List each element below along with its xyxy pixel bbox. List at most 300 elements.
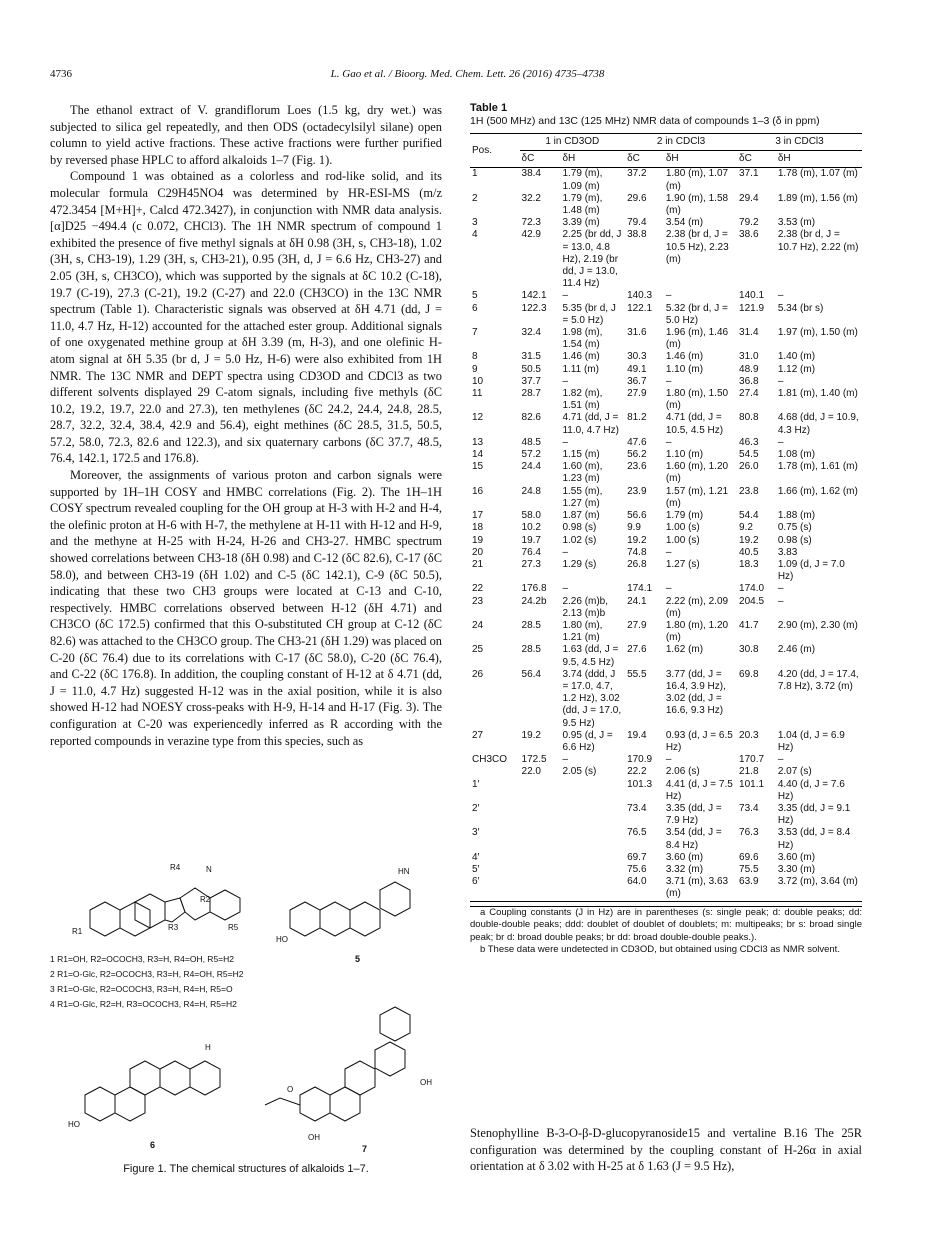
table-cell: 82.6: [521, 412, 541, 424]
table-cell: 0.93 (d, J = 6.5 Hz): [665, 729, 733, 753]
table-cell: –: [777, 375, 784, 387]
footnote-b: b These data were undetected in CD3OD, but obtained using CDCl3 as NMR solvent.: [480, 944, 840, 956]
table-cell: 4′: [472, 851, 480, 863]
table-cell: 49.1: [627, 363, 647, 375]
table-cell: 1.81 (m), 1.40 (m): [777, 388, 858, 400]
table-cell: 9: [472, 363, 478, 375]
table-cell: 4.71 (dd, J = 10.5, 4.5 Hz): [665, 412, 724, 436]
table-cell: 9.2: [739, 522, 753, 534]
table-row: [470, 510, 862, 522]
sub-header: δC: [521, 153, 535, 165]
table-cell: 1.89 (m), 1.56 (m): [777, 192, 858, 204]
table-cell: 1.08 (m): [777, 449, 816, 461]
c7-o-label: O: [287, 1085, 294, 1094]
table-cell: 18: [472, 522, 484, 534]
table-cell: 3.53 (dd, J = 8.4 Hz): [777, 827, 851, 851]
table-cell: 28.5: [521, 619, 541, 631]
table-cell: 41.7: [739, 619, 759, 631]
table-cell: 63.9: [739, 876, 759, 888]
table-cell: 27.9: [627, 388, 647, 400]
figure-caption: Figure 1. The chemical structures of alkaloids 1–7.: [123, 1163, 369, 1175]
table-footnotes: [470, 906, 862, 957]
sub-header: δH: [562, 153, 576, 165]
table-cell: 2.38 (br d, J = 10.7 Hz), 2.22 (m): [777, 229, 859, 253]
table-cell: 76.3: [739, 827, 759, 839]
r3-label: R3: [168, 923, 179, 932]
table-cell: [520, 779, 561, 803]
table-row: [470, 327, 862, 351]
table-cell: 3.35 (dd, J = 9.1 Hz): [777, 802, 851, 827]
table-cell: 36.7: [627, 375, 647, 387]
table-cell: 1.80 (m), 1.20 (m): [665, 619, 729, 644]
c6-ho-label: HO: [68, 1120, 80, 1129]
table-cell: 10.2: [521, 522, 541, 534]
table-cell: [560, 827, 625, 851]
table-cell: 31.0: [739, 351, 759, 363]
table-cell: 4.40 (d, J = 7.6 Hz): [777, 778, 845, 802]
group-header-3: 3 in CDCl3: [737, 134, 862, 151]
table-cell: 64.0: [627, 876, 647, 888]
table-cell: 1.90 (m), 1.58 (m): [665, 192, 729, 217]
table-cell: –: [562, 754, 569, 766]
table-cell: 3.30 (m): [777, 863, 816, 875]
table-row: [470, 669, 862, 730]
table-row: [470, 803, 862, 827]
structure-7: [265, 1007, 432, 1154]
table-cell: 29.4: [739, 192, 759, 204]
table-cell: 26.8: [627, 558, 647, 570]
table-cell: 3.60 (m): [665, 851, 704, 863]
table-cell: –: [777, 290, 784, 302]
table-cell: 73.4: [739, 802, 759, 814]
table-cell: 36.8: [739, 375, 759, 387]
table-cell: 47.6: [627, 436, 647, 448]
table-cell: 1.79 (m), 1.09 (m): [562, 168, 603, 192]
table-cell: 23.6: [627, 461, 647, 473]
table-cell: 19.2: [739, 534, 759, 546]
table-cell: [560, 876, 625, 901]
table-cell: 1.00 (s): [665, 522, 700, 534]
table-cell: 19.7: [521, 534, 541, 546]
nmr-table-body: [470, 168, 862, 901]
table-cell: 1.80 (m), 1.07 (m): [665, 168, 729, 192]
table-cell: 5.32 (br d, J = 5.0 Hz): [665, 302, 728, 326]
main-text-column: [50, 102, 442, 749]
table-cell: [520, 876, 561, 901]
table-cell: 122.3: [521, 302, 547, 314]
table-cell: 9.9: [627, 522, 641, 534]
table-cell: 75.5: [739, 863, 759, 875]
table-cell: 3.39 (m): [562, 217, 600, 229]
table-cell: 1.46 (m): [562, 351, 600, 363]
table-cell: 4.20 (dd, J = 17.4, 7.8 Hz), 3.72 (m): [777, 668, 859, 692]
table-cell: 72.3: [521, 217, 541, 229]
table-cell: –: [777, 754, 784, 766]
table-cell: –: [777, 583, 784, 595]
table-cell: 4.68 (dd, J = 10.9, 4.3 Hz): [777, 412, 859, 436]
table-cell: 3.53 (m): [777, 217, 816, 229]
table-cell: 26.0: [739, 461, 759, 473]
table-row: [470, 449, 862, 461]
table-cell: 5: [472, 290, 478, 302]
table-row: [470, 827, 862, 851]
c5-hn-label: HN: [398, 867, 410, 876]
table-cell: 1.12 (m): [777, 363, 816, 375]
table-cell: 1.10 (m): [665, 363, 704, 375]
table-row: [470, 547, 862, 559]
table-cell: 3.54 (m): [665, 217, 704, 229]
table-cell: –: [777, 595, 784, 607]
table-cell: 0.98 (s): [562, 522, 597, 534]
table-cell: –: [665, 546, 672, 558]
r2-label: R2: [200, 895, 211, 904]
compound-7-number: 7: [362, 1144, 368, 1154]
table-cell: 58.0: [521, 510, 541, 522]
table-cell: 5′: [472, 863, 480, 875]
sub-header: δC: [739, 153, 752, 165]
table-cell: 0.98 (s): [777, 534, 812, 546]
table-cell: 1.80 (m), 1.21 (m): [562, 619, 603, 644]
c7-oh2-label: OH: [420, 1078, 432, 1087]
table-cell: 176.8: [521, 583, 547, 595]
table-cell: 172.5: [521, 754, 547, 766]
table-cell: 1.29 (s): [562, 558, 597, 570]
table-cell: 1.78 (m), 1.61 (m): [777, 461, 858, 473]
table-cell: 1.82 (m), 1.51 (m): [562, 388, 603, 412]
table-cell: 3.72 (m), 3.64 (m): [777, 876, 858, 888]
table-cell: 140.3: [627, 290, 653, 302]
table-row: [470, 461, 862, 485]
table-cell: 7: [472, 327, 478, 339]
table-cell: [520, 803, 561, 827]
table-cell: 31.5: [521, 351, 541, 363]
page-header: [50, 68, 885, 84]
table-cell: 2.90 (m), 2.30 (m): [777, 619, 858, 631]
table-cell: 37.2: [627, 168, 647, 180]
paragraph-1: The ethanol extract of V. grandiflorum Loes (1.5 kg, dry wet.) was subjected to silica gel repeatedly, and then ODS (octadecylsilyl silane) open column to yield active fractions. These active fractions were further purified by reversed phase HPLC to afford alkaloids 1–7 (Fig. 1).: [50, 103, 442, 167]
table-cell: 22.0: [521, 766, 541, 778]
table-cell: 3: [472, 217, 478, 229]
table-cell: 2.25 (br dd, J = 13.0, 4.8 Hz), 2.19 (br dd, J = 13.0, 11.4 Hz): [562, 229, 622, 290]
structure-5: [276, 867, 410, 964]
table-cell: [560, 803, 625, 827]
c5-ho-label: HO: [276, 935, 288, 944]
table-cell: 15: [472, 461, 484, 473]
table-cell: 10: [472, 375, 484, 387]
sub-header: δH: [665, 153, 679, 165]
table-cell: 26: [472, 668, 484, 680]
table-cell: 1.88 (m): [777, 510, 816, 522]
table-cell: 56.4: [521, 668, 541, 680]
table-cell: 56.6: [627, 510, 647, 522]
structure-6: [68, 1043, 220, 1150]
table-cell: 24.2b: [521, 595, 547, 607]
table-cell: 1.57 (m), 1.21 (m): [665, 485, 729, 509]
journal-citation: L. Gao et al. / Bioorg. Med. Chem. Lett. 26 (2016) 4735–4738: [330, 68, 605, 80]
table-row: [470, 596, 862, 620]
table-cell: 3.60 (m): [777, 851, 816, 863]
table-row: [470, 583, 862, 595]
table-row: [470, 364, 862, 376]
compound-4-legend: 4 R1=O-Glc, R2=H, R3=OCOCH3, R4=H, R5=H2: [50, 999, 237, 1009]
table-cell: 174.1: [627, 583, 653, 595]
table-cell: 27.4: [739, 388, 759, 400]
table-cell: 27: [472, 729, 484, 741]
structure-1-4: [72, 863, 240, 936]
table-cell: 0.95 (d, J = 6.6 Hz): [562, 729, 613, 753]
figure-1-structures: [50, 850, 442, 1180]
table-cell: –: [665, 436, 672, 448]
table-cell: [470, 766, 520, 778]
table-cell: 1.60 (m), 1.23 (m): [562, 461, 603, 485]
table-cell: 3.71 (m), 3.63 (m): [665, 876, 729, 900]
table-cell: 24.1: [627, 595, 647, 607]
table-cell: 37.7: [521, 375, 541, 387]
table-cell: 40.5: [739, 546, 759, 558]
r5-label: R5: [228, 923, 239, 932]
table-cell: 76.4: [521, 546, 541, 558]
table-cell: 2.06 (s): [665, 766, 700, 778]
compound-1-legend: 1 R1=OH, R2=OCOCH3, R3=H, R4=OH, R5=H2: [50, 954, 234, 964]
table-cell: 20.3: [739, 729, 759, 741]
group-header-2: 2 in CDCl3: [625, 134, 737, 151]
table-row: [470, 864, 862, 876]
table-row: [470, 559, 862, 583]
table-cell: [520, 852, 561, 864]
table-cell: 2.46 (m): [777, 644, 816, 656]
table-cell: 80.8: [739, 412, 759, 424]
table-cell: 3.77 (dd, J = 16.4, 3.9 Hz), 3.02 (dd, J = 16.6, 9.3 Hz): [665, 668, 726, 717]
table-cell: 16: [472, 485, 484, 497]
table-row: [470, 388, 862, 412]
table-row: [470, 290, 862, 302]
table-cell: 22.2: [627, 766, 647, 778]
table-cell: 1.09 (d, J = 7.0 Hz): [777, 558, 845, 583]
table-row: [470, 876, 862, 901]
table-cell: –: [777, 436, 784, 448]
sub-header: δH: [777, 153, 791, 165]
table-cell: 4.41 (d, J = 7.5 Hz): [665, 778, 733, 802]
table-cell: 4.71 (dd, J = 11.0, 4.7 Hz): [562, 412, 619, 436]
table-cell: 6′: [472, 876, 480, 888]
table-cell: 69.6: [739, 851, 759, 863]
table-cell: 13: [472, 436, 484, 448]
table-cell: 30.8: [739, 644, 759, 656]
table-cell: 31.4: [739, 327, 759, 339]
table-cell: 24: [472, 619, 484, 631]
table-row: [470, 522, 862, 534]
right-column-text: Stenophylline B-3-O-β-D-glucopyranoside15 and vertaline B.16 The 25R configuration was determined by the coupling constant of H-26α in axial orientation at δ 3.02 with H-25 at δ 1.63 (J = 9.5 Hz),: [470, 1126, 862, 1174]
table-cell: 56.2: [627, 449, 647, 461]
table-cell: 2.26 (m)b, 2.13 (m)b: [562, 595, 609, 619]
n-label: N: [206, 865, 212, 874]
table-row: [470, 351, 862, 363]
table-row: [470, 779, 862, 803]
table-cell: 1.00 (s): [665, 534, 700, 546]
table-row: [470, 730, 862, 754]
table-cell: 1.98 (m), 1.54 (m): [562, 327, 603, 351]
table-row: [470, 437, 862, 449]
table-cell: 24.4: [521, 461, 541, 473]
table-row: [470, 376, 862, 388]
table-cell: 79.4: [627, 217, 647, 229]
table-cell: 21: [472, 558, 484, 570]
table-cell: 38.8: [627, 229, 647, 241]
table-column: [470, 102, 862, 957]
table-cell: 1.97 (m), 1.50 (m): [777, 327, 858, 339]
sub-header: δC: [627, 153, 640, 165]
table-cell: 170.7: [739, 754, 765, 766]
table-cell: –: [665, 754, 672, 766]
nmr-table: [470, 133, 862, 902]
table-cell: 19.4: [627, 729, 647, 741]
paragraph-3: Moreover, the assignments of various proton and carbon signals were supported by 1H–1H COSY and HMBC correlations (Fig. 2). The 1H–1H COSY spectrum revealed coupling for the OH group at H-3 with H-2 and H-4, the olefinic proton at H-6 with H-7, the methylene at H-11 with H-12 and H-9, and the methyne at H-25 with H-24, H-26 and CH3-27. HMBC spectrum showed correlations between CH3-18 (δH 0.98) and C-12 (δC 82.6), C-17 (δC 58.0), and between CH3-19 (δH 1.02) and C-5 (δC 142.1), C-9 (δC 50.5), indicating that these two CH3 groups were located at C-13 and C-10, respectively. HMBC correlations observed between H-12 (δH 4.71) and CH3CO (δC 172.5) confirmed that this O-substituted CH group at C-12 (δC 82.6) was attached to the CH3CO group. The CH3-21 (δH 1.29) was placed on C-20 (δC 76.4) due to its correlations with C-17 (δC 58.0), C-20 (δC 76.4), and C-22 (δC 176.8). In addition, the coupling constant of H-12 at δ 4.71 (dd, J = 11.0, 4.7 Hz) suggested H-12 was in the axial position, while it is also showed H-12 had NOESY cross-peaks with H-9, H-14 and H-17 (Fig. 3). The configuration at C-20 was experiencedly inferred as R according with the reported compounds in verazine type from this species, such as: [50, 468, 442, 748]
table-cell: 0.75 (s): [777, 522, 812, 534]
table-cell: 14: [472, 449, 484, 461]
table-cell: –: [665, 290, 672, 302]
table-row: [470, 193, 862, 217]
table-cell: 1.11 (m): [562, 363, 599, 375]
table-cell: 48.9: [739, 363, 759, 375]
table-cell: 2.05 (s): [562, 766, 597, 778]
table-cell: 1.46 (m): [665, 351, 704, 363]
table-cell: 18.3: [739, 558, 759, 570]
table-cell: 22: [472, 583, 484, 595]
table-cell: 23.8: [739, 485, 759, 497]
table-cell: 101.1: [739, 778, 765, 790]
table-cell: 1.15 (m): [562, 449, 600, 461]
compound-3-legend: 3 R1=O-Glc, R2=OCOCH3, R3=H, R4=H, R5=O: [50, 984, 233, 994]
table-row: [470, 412, 862, 436]
table-cell: 27.3: [521, 558, 541, 570]
table-cell: –: [665, 375, 672, 387]
table-cell: 3.74 (ddd, J = 17.0, 4.7, 1.2 Hz), 3.02 (dd, J = 17.0, 9.5 Hz): [562, 668, 622, 729]
table-cell: 1.55 (m), 1.27 (m): [562, 485, 603, 509]
compound-5-number: 5: [355, 954, 361, 964]
table-cell: 1.96 (m), 1.46 (m): [665, 327, 729, 351]
table-cell: –: [562, 436, 569, 448]
table-cell: 122.1: [627, 302, 653, 314]
table-cell: 69.7: [627, 851, 647, 863]
chemical-structures-drawing: [50, 850, 442, 1160]
table-cell: 1.87 (m): [562, 510, 600, 522]
table-cell: 1.27 (s): [665, 558, 700, 570]
table-cell: 31.6: [627, 327, 647, 339]
table-cell: 54.4: [739, 510, 759, 522]
table-cell: 8: [472, 351, 478, 363]
c6-h-label: H: [205, 1043, 211, 1052]
table-cell: 3.32 (m): [665, 863, 704, 875]
c7-oh-label: OH: [308, 1133, 320, 1142]
r1-label: R1: [72, 927, 83, 936]
table-cell: [560, 864, 625, 876]
table-cell: 21.8: [739, 766, 759, 778]
table-cell: 24.8: [521, 485, 541, 497]
table-cell: 42.9: [521, 229, 541, 241]
table-cell: 6: [472, 302, 478, 314]
table-cell: 2.22 (m), 2.09 (m): [665, 595, 729, 619]
table-cell: –: [562, 290, 569, 302]
table-row: [470, 303, 862, 327]
table-cell: 29.6: [627, 192, 647, 204]
table-cell: 76.5: [627, 827, 647, 839]
table-cell: [520, 827, 561, 851]
table-cell: 1.62 (m): [665, 644, 704, 656]
table-cell: 54.5: [739, 449, 759, 461]
page-number: 4736: [50, 68, 72, 80]
table-row: [470, 620, 862, 644]
table-cell: 32.4: [521, 327, 541, 339]
table-row: [470, 535, 862, 547]
table-cell: 101.3: [627, 778, 653, 790]
table-cell: 27.9: [627, 619, 647, 631]
table-cell: –: [562, 546, 569, 558]
table-row: [470, 168, 862, 193]
table-row: [470, 754, 862, 766]
table-cell: 19: [472, 534, 484, 546]
table-cell: 140.1: [739, 290, 765, 302]
table-cell: 174.0: [739, 583, 765, 595]
table-row: [470, 486, 862, 510]
group-header-1: 1 in CD3OD: [520, 134, 626, 151]
table-cell: 1.79 (m), 1.48 (m): [562, 192, 603, 217]
table-cell: 69.8: [739, 668, 759, 680]
table-cell: –: [562, 583, 569, 595]
table-cell: 2′: [472, 802, 480, 814]
table-cell: CH3CO: [472, 754, 508, 766]
table-cell: 46.3: [739, 436, 759, 448]
table-cell: 1.40 (m): [777, 351, 816, 363]
table-cell: 79.2: [739, 217, 759, 229]
table-cell: [560, 852, 625, 864]
table-row: [470, 766, 862, 778]
table-cell: 1.79 (m): [665, 510, 704, 522]
table-cell: 1.10 (m): [665, 449, 704, 461]
table-cell: 204.5: [739, 595, 765, 607]
table-cell: 28.7: [521, 388, 541, 400]
table-cell: 3.35 (dd, J = 7.9 Hz): [665, 802, 722, 827]
table-cell: 55.5: [627, 668, 647, 680]
table-cell: 5.34 (br s): [777, 302, 824, 314]
table-cell: [560, 779, 625, 803]
table-cell: 20: [472, 546, 484, 558]
table-cell: 2.07 (s): [777, 766, 812, 778]
table-cell: 5.35 (br d, J = 5.0 Hz): [562, 302, 616, 326]
compound-2-legend: 2 R1=O-Glc, R2=OCOCH3, R3=H, R4=OH, R5=H2: [50, 969, 244, 979]
table-subtitle: 1H (500 MHz) and 13C (125 MHz) NMR data of compounds 1–3 (δ in ppm): [470, 115, 820, 127]
table-cell: 30.3: [627, 351, 647, 363]
table-cell: 1.02 (s): [562, 534, 597, 546]
table-cell: 17: [472, 510, 484, 522]
table-cell: 1.60 (m), 1.20 (m): [665, 461, 729, 485]
table-cell: 38.6: [739, 229, 759, 241]
table-cell: [520, 864, 561, 876]
table-row: [470, 644, 862, 668]
table-cell: 1.63 (dd, J = 9.5, 4.5 Hz): [562, 644, 619, 668]
table-title: Table 1: [470, 102, 508, 114]
table-cell: 50.5: [521, 363, 541, 375]
table-cell: 2: [472, 192, 478, 204]
table-cell: 25: [472, 644, 484, 656]
table-cell: 48.5: [521, 436, 541, 448]
table-cell: 38.4: [521, 168, 541, 180]
table-row: [470, 852, 862, 864]
table-cell: 57.2: [521, 449, 541, 461]
paragraph-2: Compound 1 was obtained as a colorless and rod-like solid, and its molecular formula C29H45NO4 was determined by HR-ESI-MS (m/z 472.3454 [M+H]+, Calcd 472.3427), in conjunction with NMR data analysis. [α]D25 −494.4 (c 0.072, CHCl3). The 1H NMR spectrum of compound 1 exhibited the presence of five methyl signals at δH 0.98 (3H, s, CH3-18), 1.02 (3H, s, CH3-19), 1.29 (3H, s, CH3-21), 0.95 (3H, d, J = 6.6 Hz, CH3-27) and 2.05 (3H, s, CH3CO), which was supported by the signals at δC 10.2 (C-18), 19.7 (C-19), 27.3 (C-21), 19.2 (C-27) and 22.0 (CH3CO) in the 13C NMR spectrum (Table 1). Characteristic signals was observed at δH 4.71 (dd, J = 11.0, 4.7 Hz, H-12) accounted for the attached ester group. Additional signals of one oxygenated methine group at δH 3.39 (m, H-3), and one olefinic H-atom signal at δH 5.35 (br d, J = 5.0 Hz, H-6) were also exhibited from 1H NMR. The 13C NMR and DEPT spectra using CD3OD and CDCl3 as two different solvents displayed 29 C-atom signals, including five methyls (δC 10.2, 19.2, 19.7, 22.0 and 27.3), ten methylenes (δC 24.2, 24.4, 24.8, 28.5, 28.7, 32.2, 32.4, 38.4, 42.9 and 56.4), eight methines (δC 28.5, 31.5, 50.5, 57.2, 58.0, 72.3, 82.6 and 122.3), and six quaternary carbons (δC 37.7, 48.5, 76.4, 142.1, 172.5 and 176.8).: [50, 169, 442, 466]
table-cell: 23.9: [627, 485, 647, 497]
table-cell: 121.9: [739, 302, 765, 314]
table-cell: 1.04 (d, J = 6.9 Hz): [777, 729, 845, 753]
